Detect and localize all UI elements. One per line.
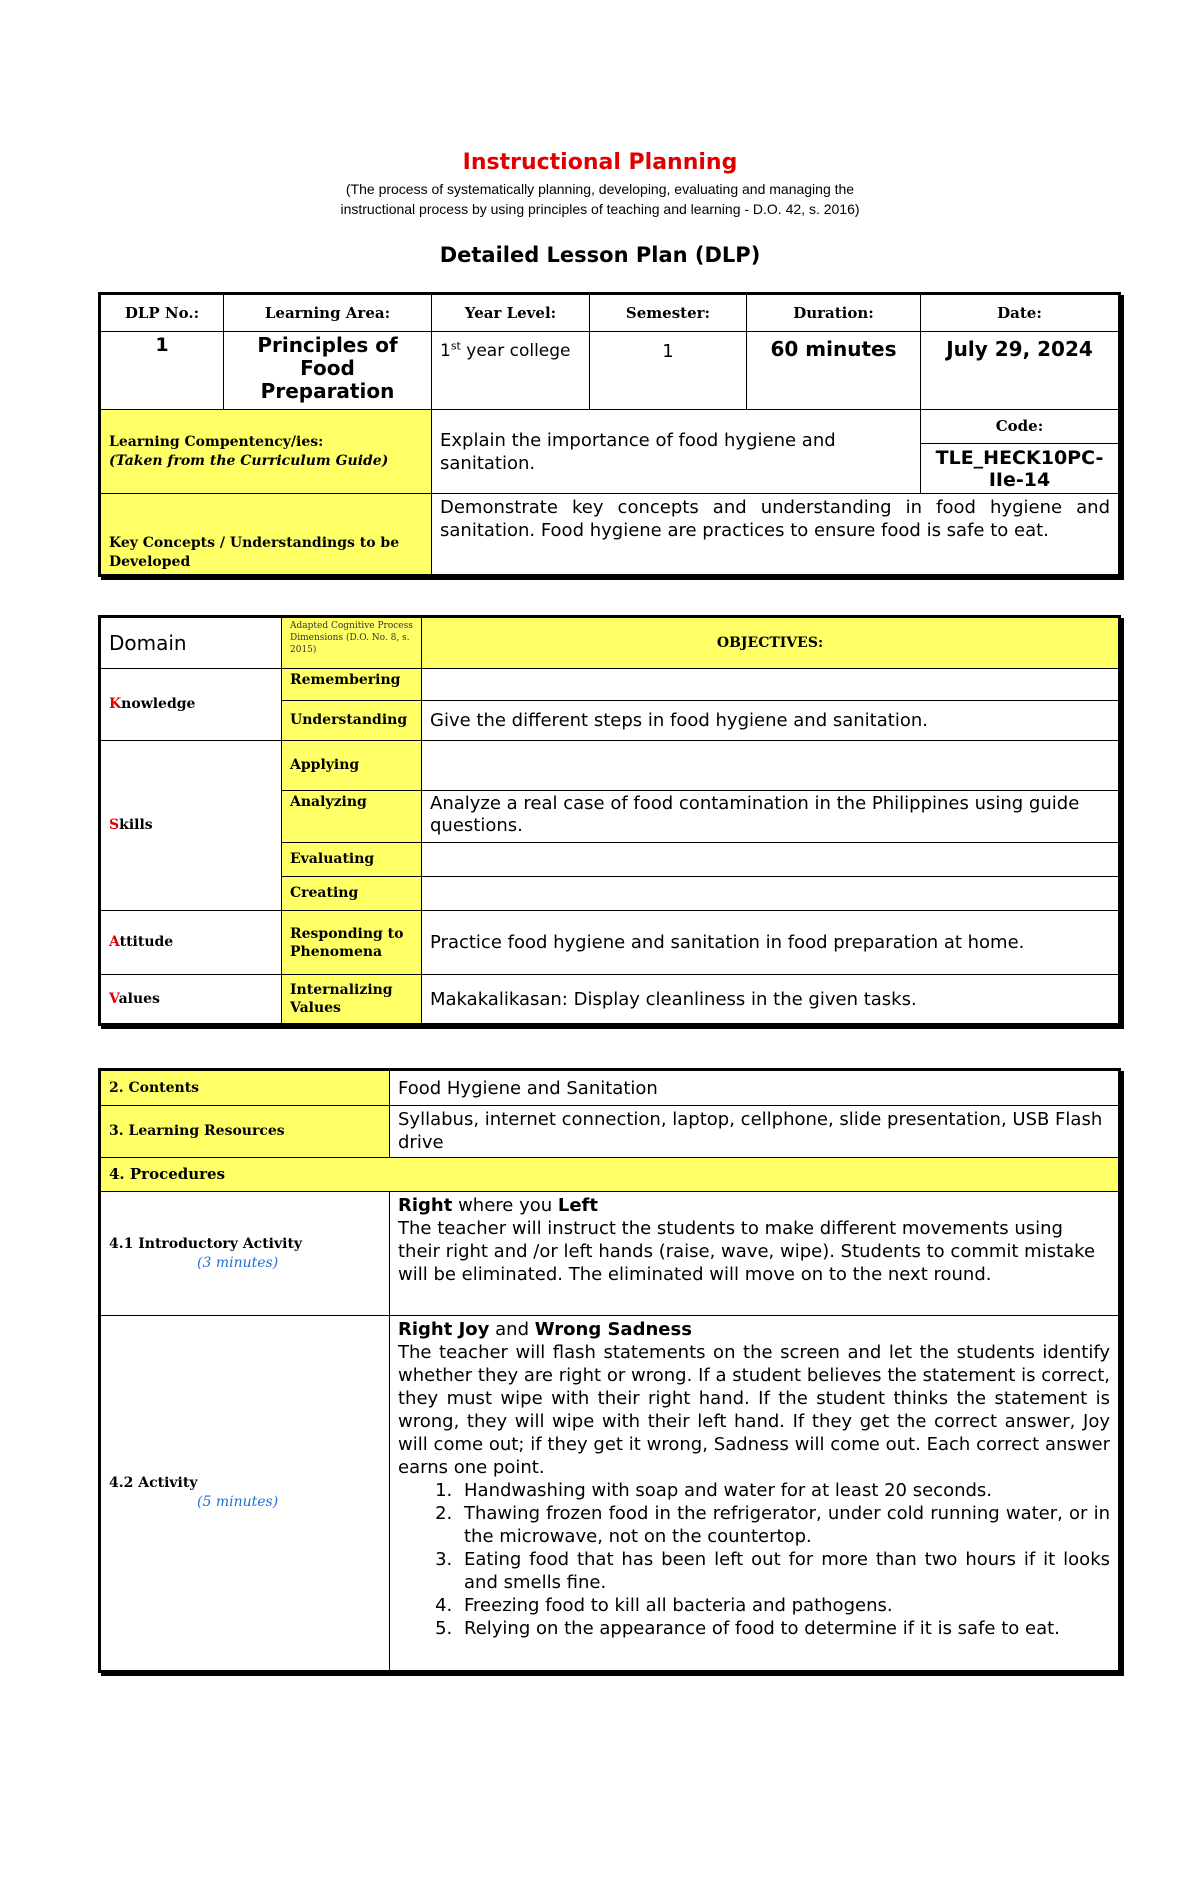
code-value: TLE_HECK10PC-IIe-14 <box>921 444 1120 494</box>
competency-label-cell <box>100 410 432 494</box>
level-responding: Responding to Phenomena <box>282 911 422 975</box>
duration-label: Duration: <box>747 294 921 332</box>
domain-values: Values <box>100 975 282 1025</box>
statement-item: 1. Handwashing with soap and water for at least 20 seconds. <box>458 1479 1110 1502</box>
statement-item: 3. Eating food that has been left out for more than two hours if it looks and smells fine. <box>458 1548 1110 1594</box>
learning-area-value: Principles of Food Preparation <box>224 332 432 410</box>
objective-creating <box>422 877 1120 911</box>
contents-text: Food Hygiene and Sanitation <box>390 1070 1120 1106</box>
competency-source: (Taken from the Curriculum Guide) <box>109 452 389 469</box>
adapted-dimensions-header: Adapted Cognitive Process Dimensions (D.O. No. 8, s. 2015) <box>282 617 422 669</box>
domain-skills: Skills <box>100 741 282 911</box>
statement-item: 5. Relying on the appearance of food to determine if it is safe to eat. <box>458 1617 1110 1640</box>
objectives-table <box>98 615 1121 1026</box>
semester-label: Semester: <box>590 294 747 332</box>
competency-text: Explain the importance of food hygiene and sanitation. <box>432 410 921 494</box>
dlp-title: Detailed Lesson Plan (DLP) <box>439 243 761 267</box>
domain-knowledge: Knowledge <box>100 669 282 741</box>
activity-label-cell <box>100 1316 390 1672</box>
activity-text: The teacher will flash statements on the screen and let the students identify whether they are right or wrong. If a student believes the statement is correct, they must wipe with their right hand. If the student thinks the statement is wrong, they will wipe with their left hand. If they get the correct answer, Joy will come out; if they get it wrong, Sadness will come out. Each correct answer earns one point. <box>398 1342 1110 1478</box>
document-title: Instructional Planning <box>462 150 738 175</box>
key-concepts-text: Demonstrate key concepts and understanding in food hygiene and sanitation. Food hygiene are practices to ensure food is safe to eat. <box>432 494 1120 576</box>
statements-list <box>398 1479 1110 1640</box>
intro-activity-time: (3 minutes) <box>197 1254 279 1271</box>
objective-remembering <box>422 669 1120 701</box>
contents-label: 2. Contents <box>100 1070 390 1106</box>
resources-text: Syllabus, internet connection, laptop, cellphone, slide presentation, USB Flash drive <box>390 1106 1120 1158</box>
objective-responding: Practice food hygiene and sanitation in food preparation at home. <box>422 911 1120 975</box>
intro-activity-title: Right where you Left <box>398 1195 598 1216</box>
activity-label: 4.2 Activity <box>109 1475 198 1491</box>
level-applying: Applying <box>282 741 422 791</box>
intro-activity-label-cell <box>100 1192 390 1316</box>
statement-item: 4. Freezing food to kill all bacteria and pathogens. <box>458 1594 1110 1617</box>
activity-title: Right Joy and Wrong Sadness <box>398 1319 692 1340</box>
level-understanding: Understanding <box>282 701 422 741</box>
semester-value: 1 <box>590 332 747 410</box>
domain-attitude: Attitude <box>100 911 282 975</box>
objective-applying <box>422 741 1120 791</box>
date-label: Date: <box>921 294 1120 332</box>
competency-label: Learning Compentency/ies: <box>109 433 324 450</box>
key-concepts-label: Key Concepts / Understandings to be Developed <box>100 494 432 576</box>
level-remembering: Remembering <box>282 669 422 701</box>
statement-item: 2. Thawing frozen food in the refrigerator, under cold running water, or in the microwave, not on the countertop. <box>458 1502 1110 1548</box>
objective-evaluating <box>422 843 1120 877</box>
code-label: Code: <box>921 410 1120 444</box>
learning-area-label: Learning Area: <box>224 294 432 332</box>
objective-understanding: Give the different steps in food hygiene and sanitation. <box>422 701 1120 741</box>
procedures-table <box>98 1068 1121 1673</box>
document-header <box>0 150 1200 267</box>
level-evaluating: Evaluating <box>282 843 422 877</box>
procedures-label: 4. Procedures <box>100 1158 1120 1192</box>
date-value: July 29, 2024 <box>921 332 1120 410</box>
objectives-header: OBJECTIVES: <box>422 617 1120 669</box>
intro-activity-cell <box>390 1192 1120 1316</box>
year-level-label: Year Level: <box>432 294 590 332</box>
intro-activity-text: The teacher will instruct the students to make different movements using their right and /or left hands (raise, wave, wipe). Students to commit mistake will be eliminated. The eliminated will move on to the next round. <box>398 1218 1096 1285</box>
dlp-no-value: 1 <box>100 332 224 410</box>
objective-analyzing: Analyze a real case of food contamination in the Philippines using guide questions. <box>422 791 1120 843</box>
document-subtitle: (The process of systematically planning, developing, evaluating and managing the instructional process by using principles of teaching and learning - D.O. 42, s. 2016) <box>340 181 860 217</box>
activity-time: (5 minutes) <box>197 1494 279 1510</box>
dlp-info-table <box>98 292 1121 577</box>
resources-label: 3. Learning Resources <box>100 1106 390 1158</box>
intro-activity-label: 4.1 Introductory Activity <box>109 1235 303 1252</box>
objective-internalizing: Makakalikasan: Display cleanliness in the given tasks. <box>422 975 1120 1025</box>
duration-value: 60 minutes <box>747 332 921 410</box>
level-creating: Creating <box>282 877 422 911</box>
domain-header: Domain <box>100 617 282 669</box>
activity-cell <box>390 1316 1120 1672</box>
level-internalizing: Internalizing Values <box>282 975 422 1025</box>
year-level-value: 1st year college <box>432 332 590 410</box>
dlp-no-label: DLP No.: <box>100 294 224 332</box>
level-analyzing: Analyzing <box>282 791 422 843</box>
